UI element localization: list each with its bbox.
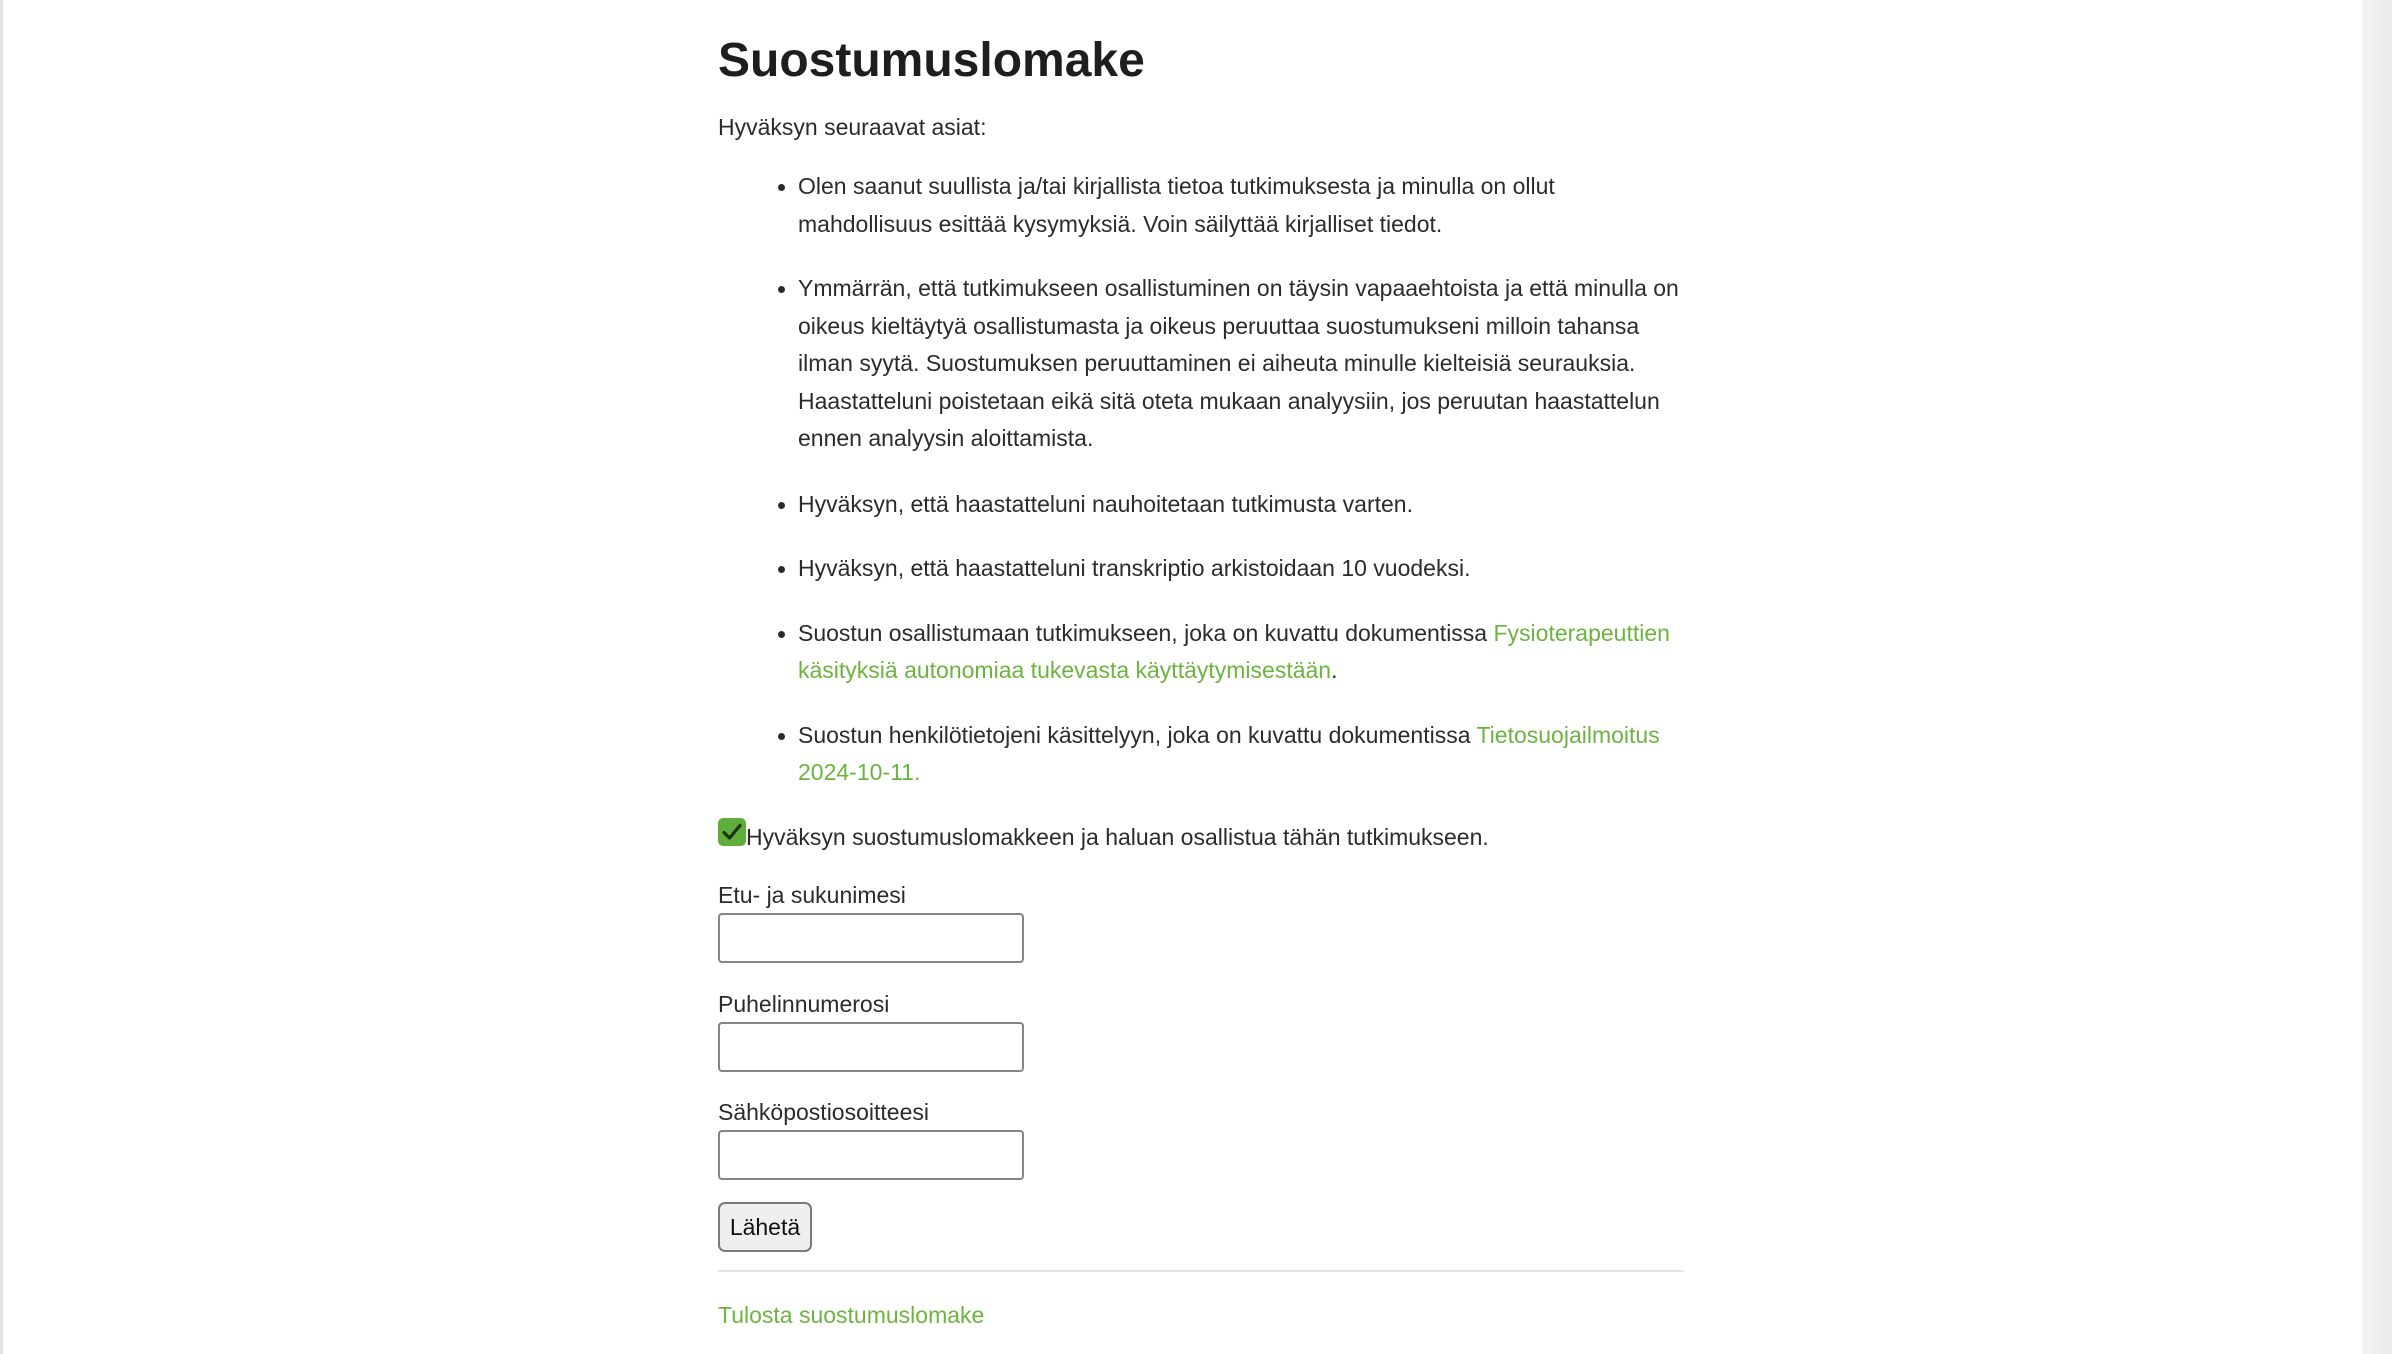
terms-list (718, 168, 1684, 792)
list-item (718, 615, 1684, 690)
term-text: Hyväksyn, että haastatteluni nauhoitetaan tutkimusta varten. (798, 490, 1413, 517)
submit-button[interactable]: Lähetä (718, 1202, 812, 1252)
privacy-notice-link[interactable]: Tietosuojailmoitus 2024-10-11. (798, 721, 1660, 785)
list-item (718, 486, 1684, 524)
name-input[interactable] (718, 913, 1024, 963)
term-text: Hyväksyn, että haastatteluni transkriptio arkistoidaan 10 vuodeksi. (798, 555, 1471, 581)
list-item (718, 270, 1684, 458)
bullet-icon (778, 733, 785, 740)
page-title: Suostumuslomake (718, 34, 1145, 87)
bullet-icon (778, 184, 785, 191)
scrollbar-track[interactable] (2362, 0, 2392, 1354)
term-text: Ymmärrän, että tutkimukseen osallistuminen on täysin vapaaehtoista ja että minulla on oikeus kieltäytyä osallistumasta ja oikeus peruuttaa suostumukseni milloin tahansa ilman syytä. Suostumuksen peruuttaminen ei aiheuta minulle kielteisiä seurauksia. Haastatteluni poistetaan eikä sitä oteta mukaan analyysiin, jos peruutan haastattelun ennen analyysin aloittamista. (798, 275, 1679, 451)
phone-input[interactable] (718, 1022, 1024, 1072)
bullet-icon (778, 286, 785, 293)
check-icon (721, 821, 743, 843)
name-label: Etu- ja sukunimesi (718, 882, 906, 908)
phone-label: Puhelinnumerosi (718, 991, 890, 1017)
bullet-icon (778, 631, 785, 638)
email-label: Sähköpostiosoitteesi (718, 1099, 929, 1125)
term-text-end: . (1331, 657, 1338, 683)
consent-checkbox[interactable] (718, 818, 746, 846)
list-item (718, 717, 1684, 792)
consent-label: Hyväksyn suostumuslomakkeen ja haluan osallistua tähän tutkimukseen. (746, 824, 1489, 850)
left-edge-border (0, 0, 3, 1354)
list-item (718, 550, 1684, 588)
email-input[interactable] (718, 1130, 1024, 1180)
intro-text: Hyväksyn seuraavat asiat: (718, 114, 987, 140)
bullet-icon (778, 502, 785, 509)
print-form-link[interactable]: Tulosta suostumuslomake (718, 1302, 985, 1328)
term-text: Suostun henkilötietojeni käsittelyyn, joka on kuvattu dokumentissa (798, 721, 1477, 748)
divider (718, 1270, 1684, 1272)
study-document-link[interactable]: Fysioterapeuttien käsityksiä autonomiaa tukevasta käyttäytymisestään (798, 619, 1670, 683)
term-text: Olen saanut suullista ja/tai kirjallista tietoa tutkimuksesta ja minulla on ollut mahdollisuus esittää kysymyksiä. Voin säilyttää kirjalliset tiedot. (798, 173, 1555, 237)
list-item (718, 168, 1684, 243)
term-text: Suostun osallistumaan tutkimukseen, joka on kuvattu dokumentissa (798, 619, 1494, 646)
bullet-icon (778, 566, 785, 573)
